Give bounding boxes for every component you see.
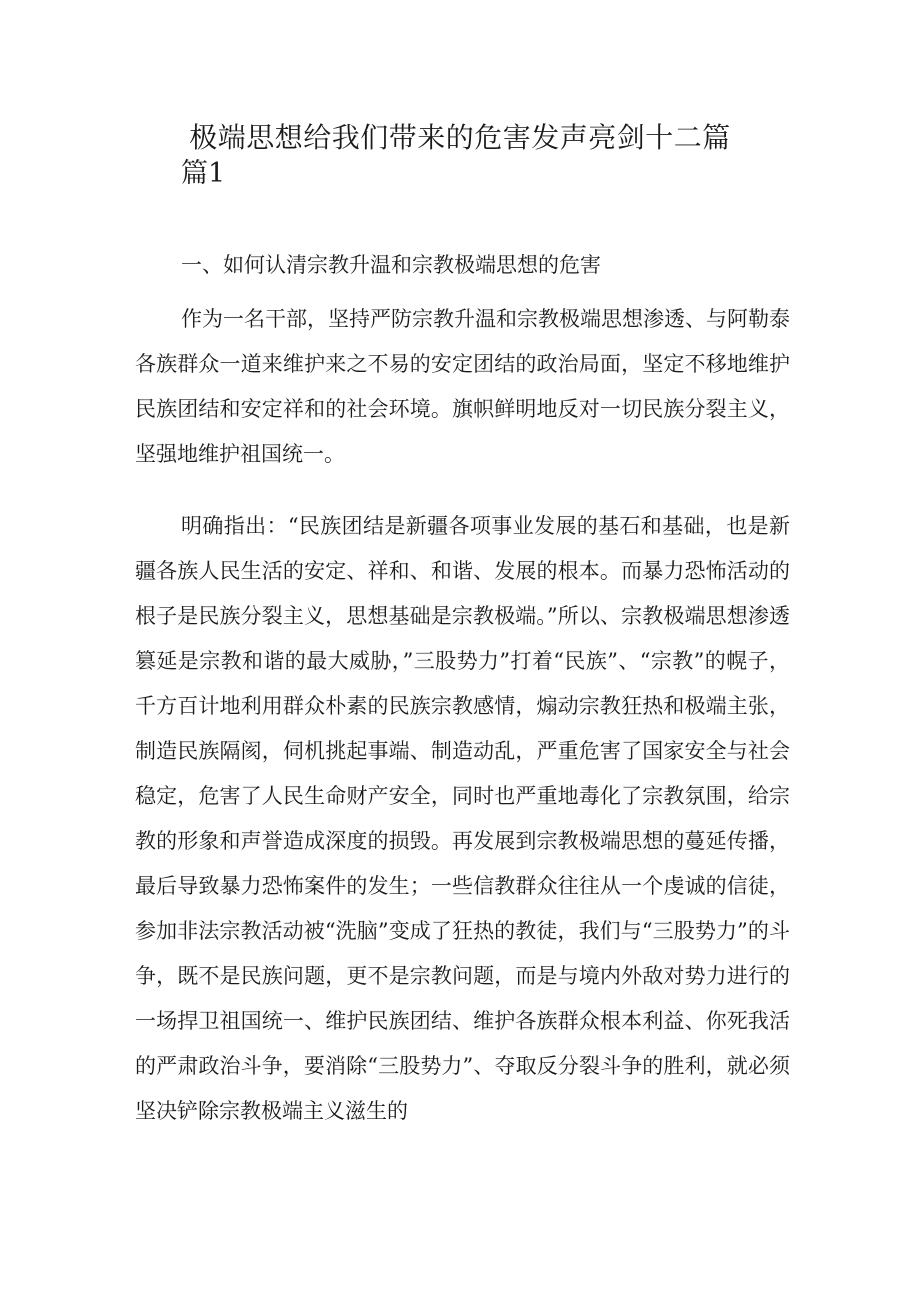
chapter-label: 篇1 (181, 158, 226, 189)
section-heading: 一、如何认清宗教升温和宗教极端思想的危害 (181, 253, 601, 277)
document-title: 极端思想给我们带来的危害发声亮剑十二篇 (189, 121, 731, 154)
paragraph: 明确指出：“民族团结是新疆各项事业发展的基石和基础，也是新疆各族人民生活的安定、祥和、和谐、发展的根本。而暴力恐怖活动的根子是民族分裂主义，思想基础是宗教极端。”所以、宗教极端思想渗透篡延是宗教和谐的最大威胁，”三股势力”打着“民族”、“宗教”的幌子，千方百计地利用群众朴素的民族宗教感情，煽动宗教狂热和极端主张，制造民族隔阂，伺机挑起事端、制造动乱，严重危害了国家安全与社会稳定，危害了人民生命财产安全，同时也严重地毒化了宗教氛围，给宗教的形象和声誉造成深度的损毁。再发展到宗教极端思想的蔓延传播，最后导致暴力恐怖案件的发生；一些信教群众往往从一个虔诚的信徒，参加非法宗教活动被“洗脑”变成了狂热的教徒，我们与“三股势力”的斗争，既不是民族问题，更不是宗教问题，而是与境内外敌对势力进行的一场捍卫祖国统一、维护民族团结、维护各族群众根本利益、你死我活的严肃政治斗争，要消除“三股势力”、夺取反分裂斗争的胜利，就必须坚决铲除宗教极端主义滋生的 (135, 514, 790, 1123)
paragraph: 作为一名干部，坚持严防宗教升温和宗教极端思想渗透、与阿勒泰各族群众一道来维护来之不易的安定团结的政治局面，坚定不移地维护民族团结和安定祥和的社会环境。旗帜鲜明地反对一切民族分裂主义，坚强地维护祖国统一。 (135, 307, 790, 466)
